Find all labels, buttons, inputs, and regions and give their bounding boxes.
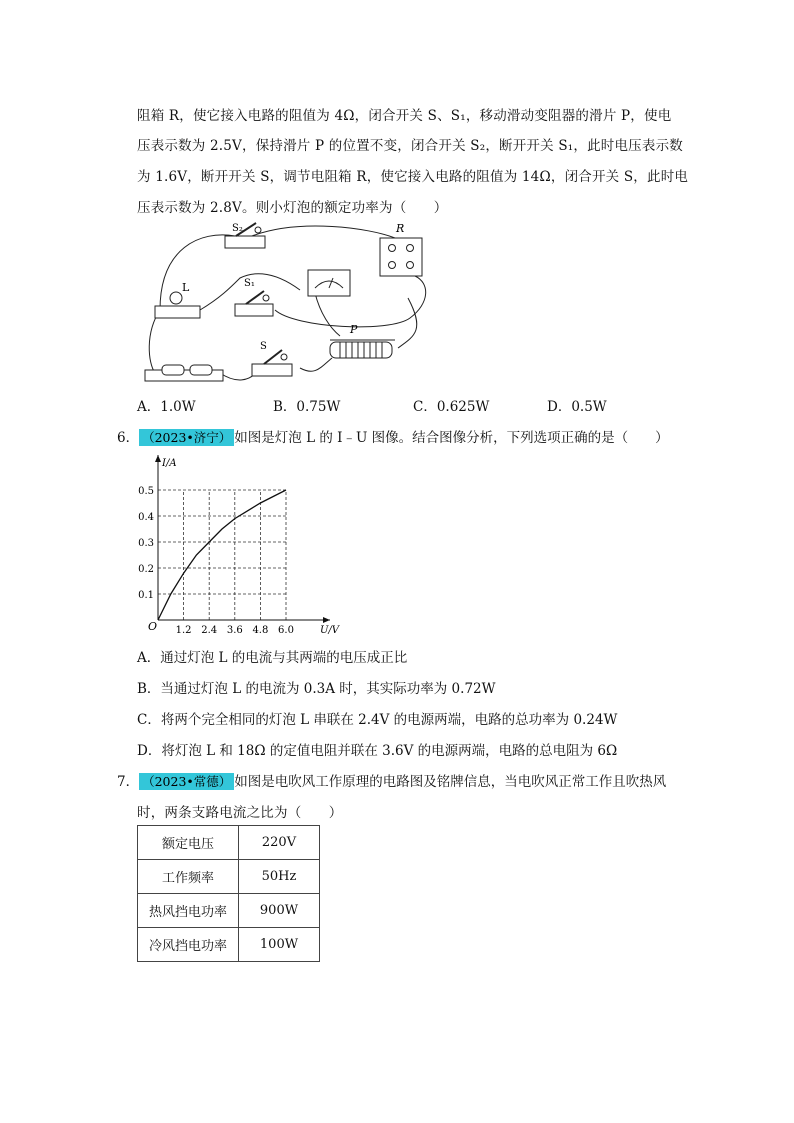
- circuit-diagram: [140, 218, 440, 386]
- q7-stem: 如图是电吹风工作原理的电路图及铭牌信息，当电吹风正常工作且吹热风: [234, 774, 667, 790]
- r-label: R: [396, 222, 405, 235]
- origin-label: O: [148, 620, 158, 633]
- table-cell: 工作频率: [138, 860, 239, 894]
- x-tick-label: 2.4: [201, 625, 218, 636]
- table-row: [138, 894, 320, 928]
- q6-heading: [117, 426, 669, 446]
- table-cell: 热风挡电功率: [138, 894, 239, 928]
- q5-option-a: A．1.0W: [137, 399, 196, 415]
- q5-line-2: 压表示数为 2.5V，保持滑片 P 的位置不变，闭合开关 S₂，断开开关 S₁，此时电压表示数: [137, 138, 683, 154]
- q7-number: 7．: [117, 774, 140, 790]
- q5-option-d: D．0.5W: [547, 399, 607, 415]
- q6-option-b: B．当通过灯泡 L 的电流为 0.3A 时，其实际功率为 0.72W: [137, 681, 496, 697]
- table-cell: 100W: [239, 928, 320, 962]
- table-row: [138, 826, 320, 860]
- y-tick-label: 0.2: [138, 564, 154, 575]
- q6-option-c: C．将两个完全相同的灯泡 L 串联在 2.4V 的电源两端，电路的总功率为 0.24W: [137, 712, 618, 728]
- x-tick-label: 6.0: [278, 625, 294, 636]
- q7-heading: [117, 770, 666, 790]
- q6-option-a: A．通过灯泡 L 的电流与其两端的电压成正比: [137, 650, 408, 666]
- y-tick-label: 0.1: [138, 590, 154, 601]
- q7-source-tag: （2023•常德）: [139, 773, 234, 790]
- iu-curve: [158, 490, 286, 620]
- q5-line-3: 为 1.6V，断开开关 S，调节电阻箱 R，使它接入电路的阻值为 14Ω，闭合开关 S，此时电: [137, 169, 689, 185]
- table-cell: 220V: [239, 826, 320, 860]
- s1-label: S₁: [244, 278, 255, 289]
- y-tick-label: 0.3: [138, 538, 154, 549]
- lamp-label: L: [182, 281, 190, 294]
- q7-stem-line-2: 时，两条支路电流之比为（ ）: [137, 805, 343, 821]
- q6-stem: 如图是灯泡 L 的 I﹣U 图像。结合图像分析，下列选项正确的是（ ）: [234, 430, 669, 446]
- x-tick-label: 1.2: [175, 625, 192, 636]
- table-row: [138, 860, 320, 894]
- y-tick-label: 0.4: [138, 512, 154, 523]
- q5-option-b: B．0.75W: [273, 399, 341, 415]
- x-tick-label: 3.6: [226, 625, 243, 636]
- q6-option-d: D．将灯泡 L 和 18Ω 的定值电阻并联在 3.6V 的电源两端，电路的总电阻为 6Ω: [137, 743, 618, 759]
- table-cell: 冷风挡电功率: [138, 928, 239, 962]
- nameplate-table: [137, 825, 320, 962]
- table-cell: 额定电压: [138, 826, 239, 860]
- q6-number: 6．: [117, 430, 140, 446]
- p-label: P: [350, 323, 358, 336]
- table-cell: 50Hz: [239, 860, 320, 894]
- q6-source-tag: （2023•济宁）: [139, 429, 234, 446]
- q5-line-1: 阻箱 R，使它接入电路的阻值为 4Ω，闭合开关 S、S₁，移动滑动变阻器的滑片 P，使电: [137, 108, 672, 124]
- x-axis-arrow: [323, 617, 330, 623]
- y-tick-label: 0.5: [138, 486, 154, 497]
- table-cell: 900W: [239, 894, 320, 928]
- x-tick-label: 4.8: [252, 625, 269, 636]
- x-axis-label: U/V: [320, 625, 340, 636]
- s-label: S: [260, 341, 267, 352]
- y-axis-label: I/A: [162, 458, 177, 469]
- q5-line-4: 压表示数为 2.8V。则小灯泡的额定功率为（ ）: [137, 200, 448, 216]
- y-axis-arrow: [155, 455, 161, 462]
- s2-label: S₂: [232, 223, 243, 234]
- iu-chart: [130, 448, 360, 640]
- table-row: [138, 928, 320, 962]
- q5-option-c: C．0.625W: [413, 399, 490, 415]
